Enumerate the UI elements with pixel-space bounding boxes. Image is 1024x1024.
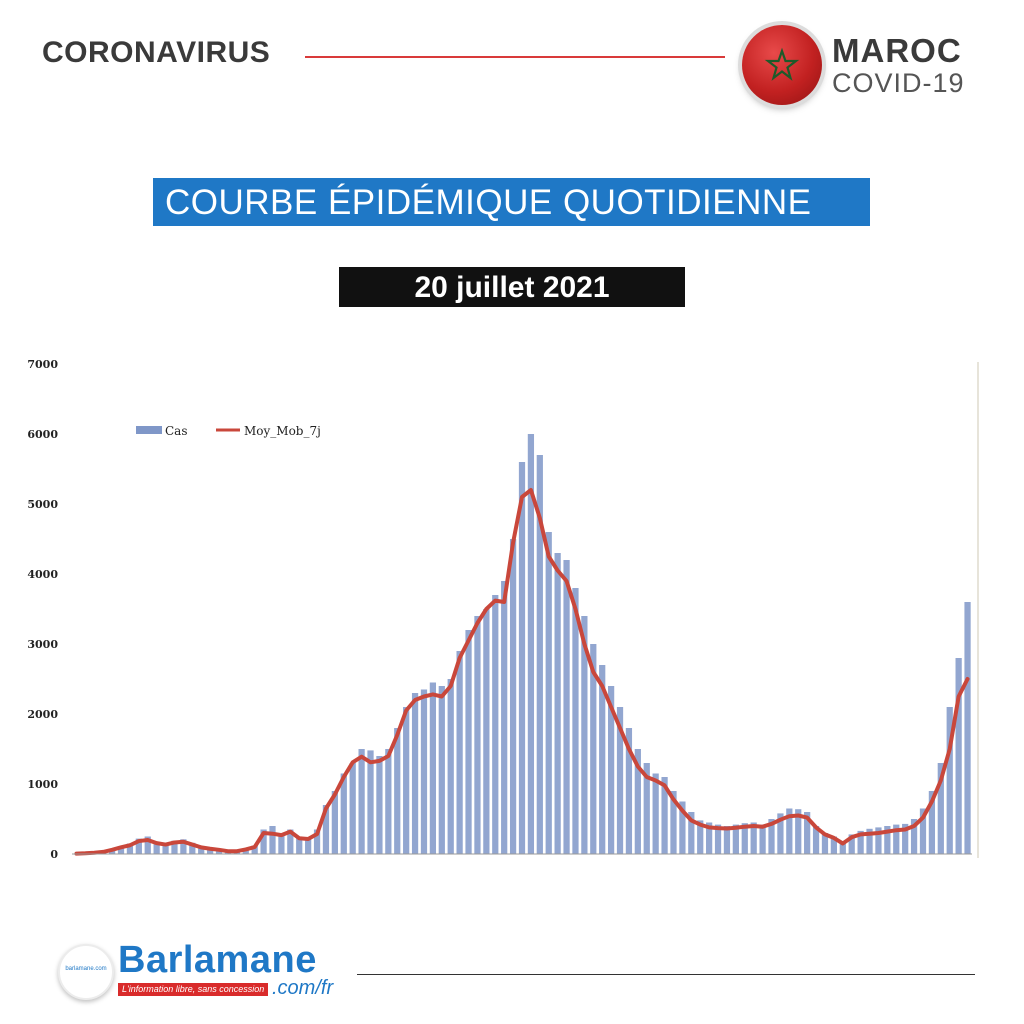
cases-bar xyxy=(653,774,659,855)
cases-bar xyxy=(555,553,561,854)
disease-label: COVID-19 xyxy=(832,68,965,98)
cases-bar xyxy=(474,616,480,854)
footer-divider xyxy=(357,974,975,975)
cases-bar xyxy=(367,750,373,854)
cases-bar xyxy=(572,588,578,854)
cases-bar xyxy=(492,595,498,854)
logo-mini-text: barlamane.com xyxy=(65,966,107,972)
cases-bar xyxy=(563,560,569,854)
chart-title-banner: COURBE ÉPIDÉMIQUE QUOTIDIENNE xyxy=(153,178,870,226)
cases-bar xyxy=(510,539,516,854)
cases-bar xyxy=(350,763,356,854)
legend xyxy=(136,424,321,438)
cases-bar xyxy=(412,693,418,854)
cases-bar xyxy=(439,686,445,854)
y-tick-label: 6000 xyxy=(27,428,58,441)
y-tick-label: 7000 xyxy=(27,358,58,371)
y-tick-label: 4000 xyxy=(27,568,58,581)
header-divider xyxy=(305,56,725,58)
cases-bar xyxy=(448,679,454,854)
date-banner: 20 juillet 2021 xyxy=(339,267,685,307)
y-tick-label: 1000 xyxy=(27,778,58,791)
cases-bar xyxy=(501,581,507,854)
cases-bar xyxy=(269,826,275,854)
header-title: CORONAVIRUS xyxy=(42,36,271,69)
cases-bar xyxy=(465,630,471,854)
y-axis xyxy=(27,358,58,861)
y-tick-label: 2000 xyxy=(27,708,58,721)
cases-bar xyxy=(403,707,409,854)
legend-swatch-cas xyxy=(136,426,162,434)
cases-bar xyxy=(457,651,463,854)
legend-label-cas: Cas xyxy=(165,424,188,438)
epidemic-curve-chart xyxy=(0,340,1024,880)
y-tick-label: 3000 xyxy=(27,638,58,651)
cases-bar xyxy=(964,602,970,854)
cases-bar xyxy=(546,532,552,854)
cases-bar xyxy=(430,683,436,855)
cases-bar xyxy=(394,728,400,854)
brand-name: Barlamane xyxy=(118,939,317,981)
y-tick-label: 5000 xyxy=(27,498,58,511)
cases-bar xyxy=(759,825,765,854)
cases-bar xyxy=(385,749,391,854)
cases-bar xyxy=(376,756,382,854)
legend-label-moy-mob: Moy_Mob_7j xyxy=(244,424,321,438)
country-label: MAROC xyxy=(832,32,962,69)
cases-bar xyxy=(956,658,962,854)
cases-bar xyxy=(519,462,525,854)
cases-bar xyxy=(358,749,364,854)
brand-domain: .com/fr xyxy=(272,977,334,999)
cases-bar xyxy=(421,690,427,855)
brand-tagline: L'information libre, sans concession xyxy=(118,983,268,996)
morocco-flag-icon xyxy=(742,25,822,105)
pentagram-star-icon xyxy=(764,47,800,83)
barlamane-logo-icon xyxy=(58,944,114,1000)
y-tick-label: 0 xyxy=(50,848,58,861)
cases-bar xyxy=(483,609,489,854)
